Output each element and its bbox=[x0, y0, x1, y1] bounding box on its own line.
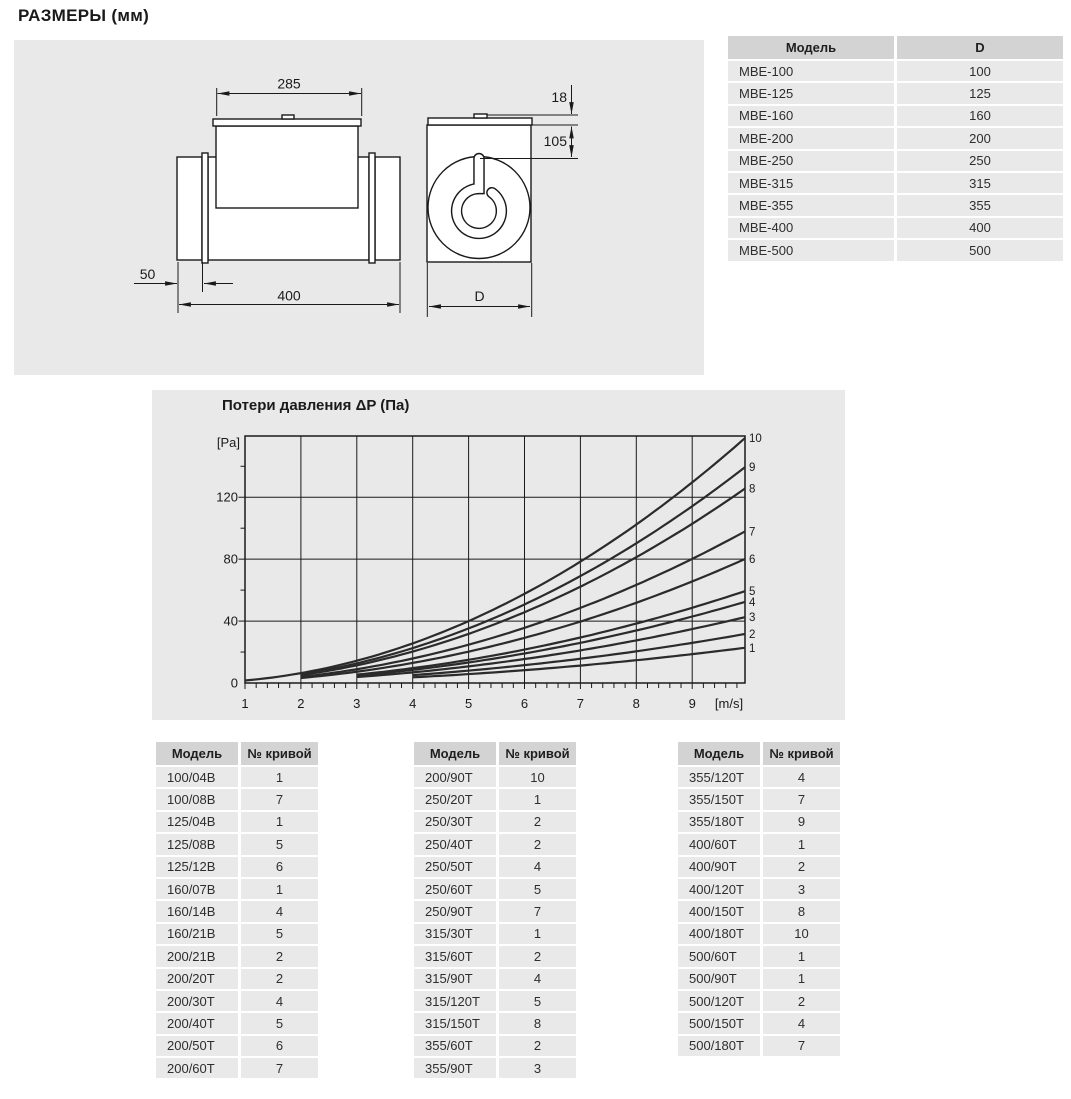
value-cell: 7 bbox=[763, 1036, 840, 1056]
chart-title: Потери давления ΔP (Па) bbox=[222, 397, 410, 414]
value-cell: 1 bbox=[241, 767, 318, 787]
table-header-cell: Модель bbox=[678, 742, 760, 765]
y-axis-label: 40 bbox=[223, 613, 238, 629]
model-cell: 160/07В bbox=[156, 879, 238, 899]
model-cell: 100/04В bbox=[156, 767, 238, 787]
value-cell: 8 bbox=[763, 901, 840, 921]
value-cell: 7 bbox=[763, 789, 840, 809]
model-cell: 315/150Т bbox=[414, 1013, 496, 1033]
terminal-box-lid bbox=[213, 119, 361, 126]
table-header-cell: D bbox=[897, 36, 1063, 59]
model-cell: 200/50Т bbox=[156, 1036, 238, 1056]
curve-label-9: 9 bbox=[749, 462, 756, 475]
model-cell: 355/90Т bbox=[414, 1058, 496, 1078]
value-cell: 4 bbox=[499, 969, 576, 989]
curve-label-2: 2 bbox=[749, 629, 756, 642]
curve-9 bbox=[301, 467, 745, 674]
model-cell: МВЕ-400 bbox=[728, 218, 894, 238]
model-cell: МВЕ-355 bbox=[728, 195, 894, 215]
value-cell: 2 bbox=[499, 834, 576, 854]
x-axis-label: 5 bbox=[464, 696, 473, 711]
value-cell: 4 bbox=[241, 991, 318, 1011]
y-axis-label: 0 bbox=[230, 675, 238, 691]
model-cell: 500/60Т bbox=[678, 946, 760, 966]
model-cell: 400/60Т bbox=[678, 834, 760, 854]
table-header-cell: Модель bbox=[414, 742, 496, 765]
model-cell: 160/21В bbox=[156, 924, 238, 944]
model-cell: 250/30Т bbox=[414, 812, 496, 832]
table-header-cell: № кривой bbox=[241, 742, 318, 765]
model-cell: МВЕ-100 bbox=[728, 61, 894, 81]
model-cell: 125/12В bbox=[156, 857, 238, 877]
model-cell: 500/150Т bbox=[678, 1013, 760, 1033]
front-view bbox=[177, 115, 400, 263]
right-spigot bbox=[375, 157, 400, 260]
side-lid-knob bbox=[474, 114, 487, 118]
table-header-cell: № кривой bbox=[499, 742, 576, 765]
curve-label-7: 7 bbox=[749, 526, 756, 539]
value-cell: 1 bbox=[499, 924, 576, 944]
value-cell: 1 bbox=[763, 946, 840, 966]
curve-table-2 bbox=[414, 742, 576, 1078]
x-axis-label: 2 bbox=[297, 696, 305, 711]
value-cell: 100 bbox=[897, 61, 1063, 81]
value-cell: 5 bbox=[241, 1013, 318, 1033]
value-cell: 4 bbox=[763, 1013, 840, 1033]
value-cell: 7 bbox=[499, 901, 576, 921]
curve-label-4: 4 bbox=[749, 596, 756, 609]
model-cell: 250/20Т bbox=[414, 789, 496, 809]
model-cell: 315/30Т bbox=[414, 924, 496, 944]
model-cell: 125/04В bbox=[156, 812, 238, 832]
table-header-cell: № кривой bbox=[763, 742, 840, 765]
curve-label-5: 5 bbox=[749, 586, 756, 599]
model-cell: 400/180Т bbox=[678, 924, 760, 944]
table-header-cell: Модель bbox=[156, 742, 238, 765]
model-cell: 200/21В bbox=[156, 946, 238, 966]
pressure-chart-panel bbox=[152, 390, 845, 720]
model-cell: 100/08В bbox=[156, 789, 238, 809]
x-axis-label: 8 bbox=[632, 696, 640, 711]
curve-label-3: 3 bbox=[749, 612, 756, 625]
value-cell: 315 bbox=[897, 173, 1063, 193]
model-cell: 315/60Т bbox=[414, 946, 496, 966]
value-cell: 10 bbox=[499, 767, 576, 787]
value-cell: 6 bbox=[241, 1036, 318, 1056]
model-cell: 500/180Т bbox=[678, 1036, 760, 1056]
value-cell: 1 bbox=[241, 812, 318, 832]
model-cell: 400/90Т bbox=[678, 857, 760, 877]
value-cell: 9 bbox=[763, 812, 840, 832]
model-cell: 250/40Т bbox=[414, 834, 496, 854]
model-cell: МВЕ-125 bbox=[728, 83, 894, 103]
value-cell: 7 bbox=[241, 789, 318, 809]
model-cell: МВЕ-160 bbox=[728, 106, 894, 126]
dim-label-50: 50 bbox=[139, 266, 156, 282]
x-axis-label: 9 bbox=[688, 696, 696, 711]
value-cell: 1 bbox=[763, 969, 840, 989]
value-cell: 2 bbox=[499, 1036, 576, 1056]
model-cell: 400/120Т bbox=[678, 879, 760, 899]
value-cell: 400 bbox=[897, 218, 1063, 238]
value-cell: 250 bbox=[897, 151, 1063, 171]
dimensions-drawing bbox=[14, 40, 704, 375]
value-cell: 355 bbox=[897, 195, 1063, 215]
x-axis-label: 1 bbox=[241, 696, 249, 711]
value-cell: 7 bbox=[241, 1058, 318, 1078]
value-cell: 5 bbox=[499, 991, 576, 1011]
value-cell: 500 bbox=[897, 240, 1063, 260]
model-cell: 315/120Т bbox=[414, 991, 496, 1011]
model-cell: 500/90Т bbox=[678, 969, 760, 989]
left-flange bbox=[202, 153, 208, 263]
model-diameter-table bbox=[728, 36, 1063, 261]
model-cell: 500/120Т bbox=[678, 991, 760, 1011]
dim-label-285: 285 bbox=[277, 75, 301, 92]
value-cell: 5 bbox=[241, 924, 318, 944]
value-cell: 4 bbox=[241, 901, 318, 921]
model-cell: 355/120Т bbox=[678, 767, 760, 787]
value-cell: 4 bbox=[499, 857, 576, 877]
dim-label-18: 18 bbox=[551, 89, 567, 105]
value-cell: 2 bbox=[499, 946, 576, 966]
model-cell: 200/40Т bbox=[156, 1013, 238, 1033]
curve-label-10: 10 bbox=[749, 433, 762, 446]
model-cell: 200/90Т bbox=[414, 767, 496, 787]
value-cell: 2 bbox=[763, 857, 840, 877]
model-cell: 400/150Т bbox=[678, 901, 760, 921]
value-cell: 200 bbox=[897, 128, 1063, 148]
dim-label-D: D bbox=[474, 288, 485, 304]
curve-4 bbox=[357, 602, 745, 676]
dim-label-400: 400 bbox=[277, 287, 301, 304]
model-cell: 160/14В bbox=[156, 901, 238, 921]
value-cell: 1 bbox=[241, 879, 318, 899]
model-cell: 355/180Т bbox=[678, 812, 760, 832]
value-cell: 125 bbox=[897, 83, 1063, 103]
table-header-cell: Модель bbox=[728, 36, 894, 59]
curve-label-8: 8 bbox=[749, 483, 756, 496]
model-cell: 250/90Т bbox=[414, 901, 496, 921]
curve-label-6: 6 bbox=[749, 554, 756, 567]
dimensions-panel bbox=[14, 40, 704, 375]
x-axis-label: 3 bbox=[353, 696, 361, 711]
value-cell: 1 bbox=[499, 789, 576, 809]
lid-knob bbox=[282, 115, 294, 119]
value-cell: 4 bbox=[763, 767, 840, 787]
model-cell: 250/60Т bbox=[414, 879, 496, 899]
left-spigot bbox=[177, 157, 202, 260]
model-cell: МВЕ-500 bbox=[728, 240, 894, 260]
dim-label-105: 105 bbox=[543, 133, 567, 149]
value-cell: 5 bbox=[241, 834, 318, 854]
value-cell: 8 bbox=[499, 1013, 576, 1033]
model-cell: 315/90Т bbox=[414, 969, 496, 989]
model-cell: МВЕ-250 bbox=[728, 151, 894, 171]
model-cell: 355/60Т bbox=[414, 1036, 496, 1056]
value-cell: 10 bbox=[763, 924, 840, 944]
model-cell: 200/30Т bbox=[156, 991, 238, 1011]
value-cell: 5 bbox=[499, 879, 576, 899]
curve-table-3 bbox=[678, 742, 840, 1056]
page-title: РАЗМЕРЫ (мм) bbox=[18, 6, 150, 25]
pressure-chart bbox=[152, 390, 845, 720]
terminal-box bbox=[216, 126, 358, 208]
value-cell: 6 bbox=[241, 857, 318, 877]
y-unit-label: [Pa] bbox=[216, 435, 240, 450]
side-lid bbox=[428, 118, 532, 125]
value-cell: 1 bbox=[763, 834, 840, 854]
x-axis-label: 6 bbox=[520, 696, 529, 711]
model-cell: 125/08В bbox=[156, 834, 238, 854]
x-unit-label: [m/s] bbox=[714, 696, 744, 711]
right-flange bbox=[369, 153, 375, 263]
model-cell: МВЕ-315 bbox=[728, 173, 894, 193]
value-cell: 2 bbox=[241, 969, 318, 989]
value-cell: 160 bbox=[897, 106, 1063, 126]
curve-label-1: 1 bbox=[749, 642, 756, 655]
x-axis-label: 4 bbox=[409, 696, 417, 711]
curve-table-1 bbox=[156, 742, 318, 1078]
x-axis-label: 7 bbox=[576, 696, 585, 711]
y-axis-label: 80 bbox=[223, 551, 238, 567]
value-cell: 2 bbox=[763, 991, 840, 1011]
value-cell: 2 bbox=[241, 946, 318, 966]
model-cell: 355/150Т bbox=[678, 789, 760, 809]
model-cell: МВЕ-200 bbox=[728, 128, 894, 148]
value-cell: 2 bbox=[499, 812, 576, 832]
value-cell: 3 bbox=[763, 879, 840, 899]
y-axis-label: 120 bbox=[216, 489, 238, 505]
model-cell: 200/60Т bbox=[156, 1058, 238, 1078]
value-cell: 3 bbox=[499, 1058, 576, 1078]
model-cell: 200/20Т bbox=[156, 969, 238, 989]
model-cell: 250/50Т bbox=[414, 857, 496, 877]
